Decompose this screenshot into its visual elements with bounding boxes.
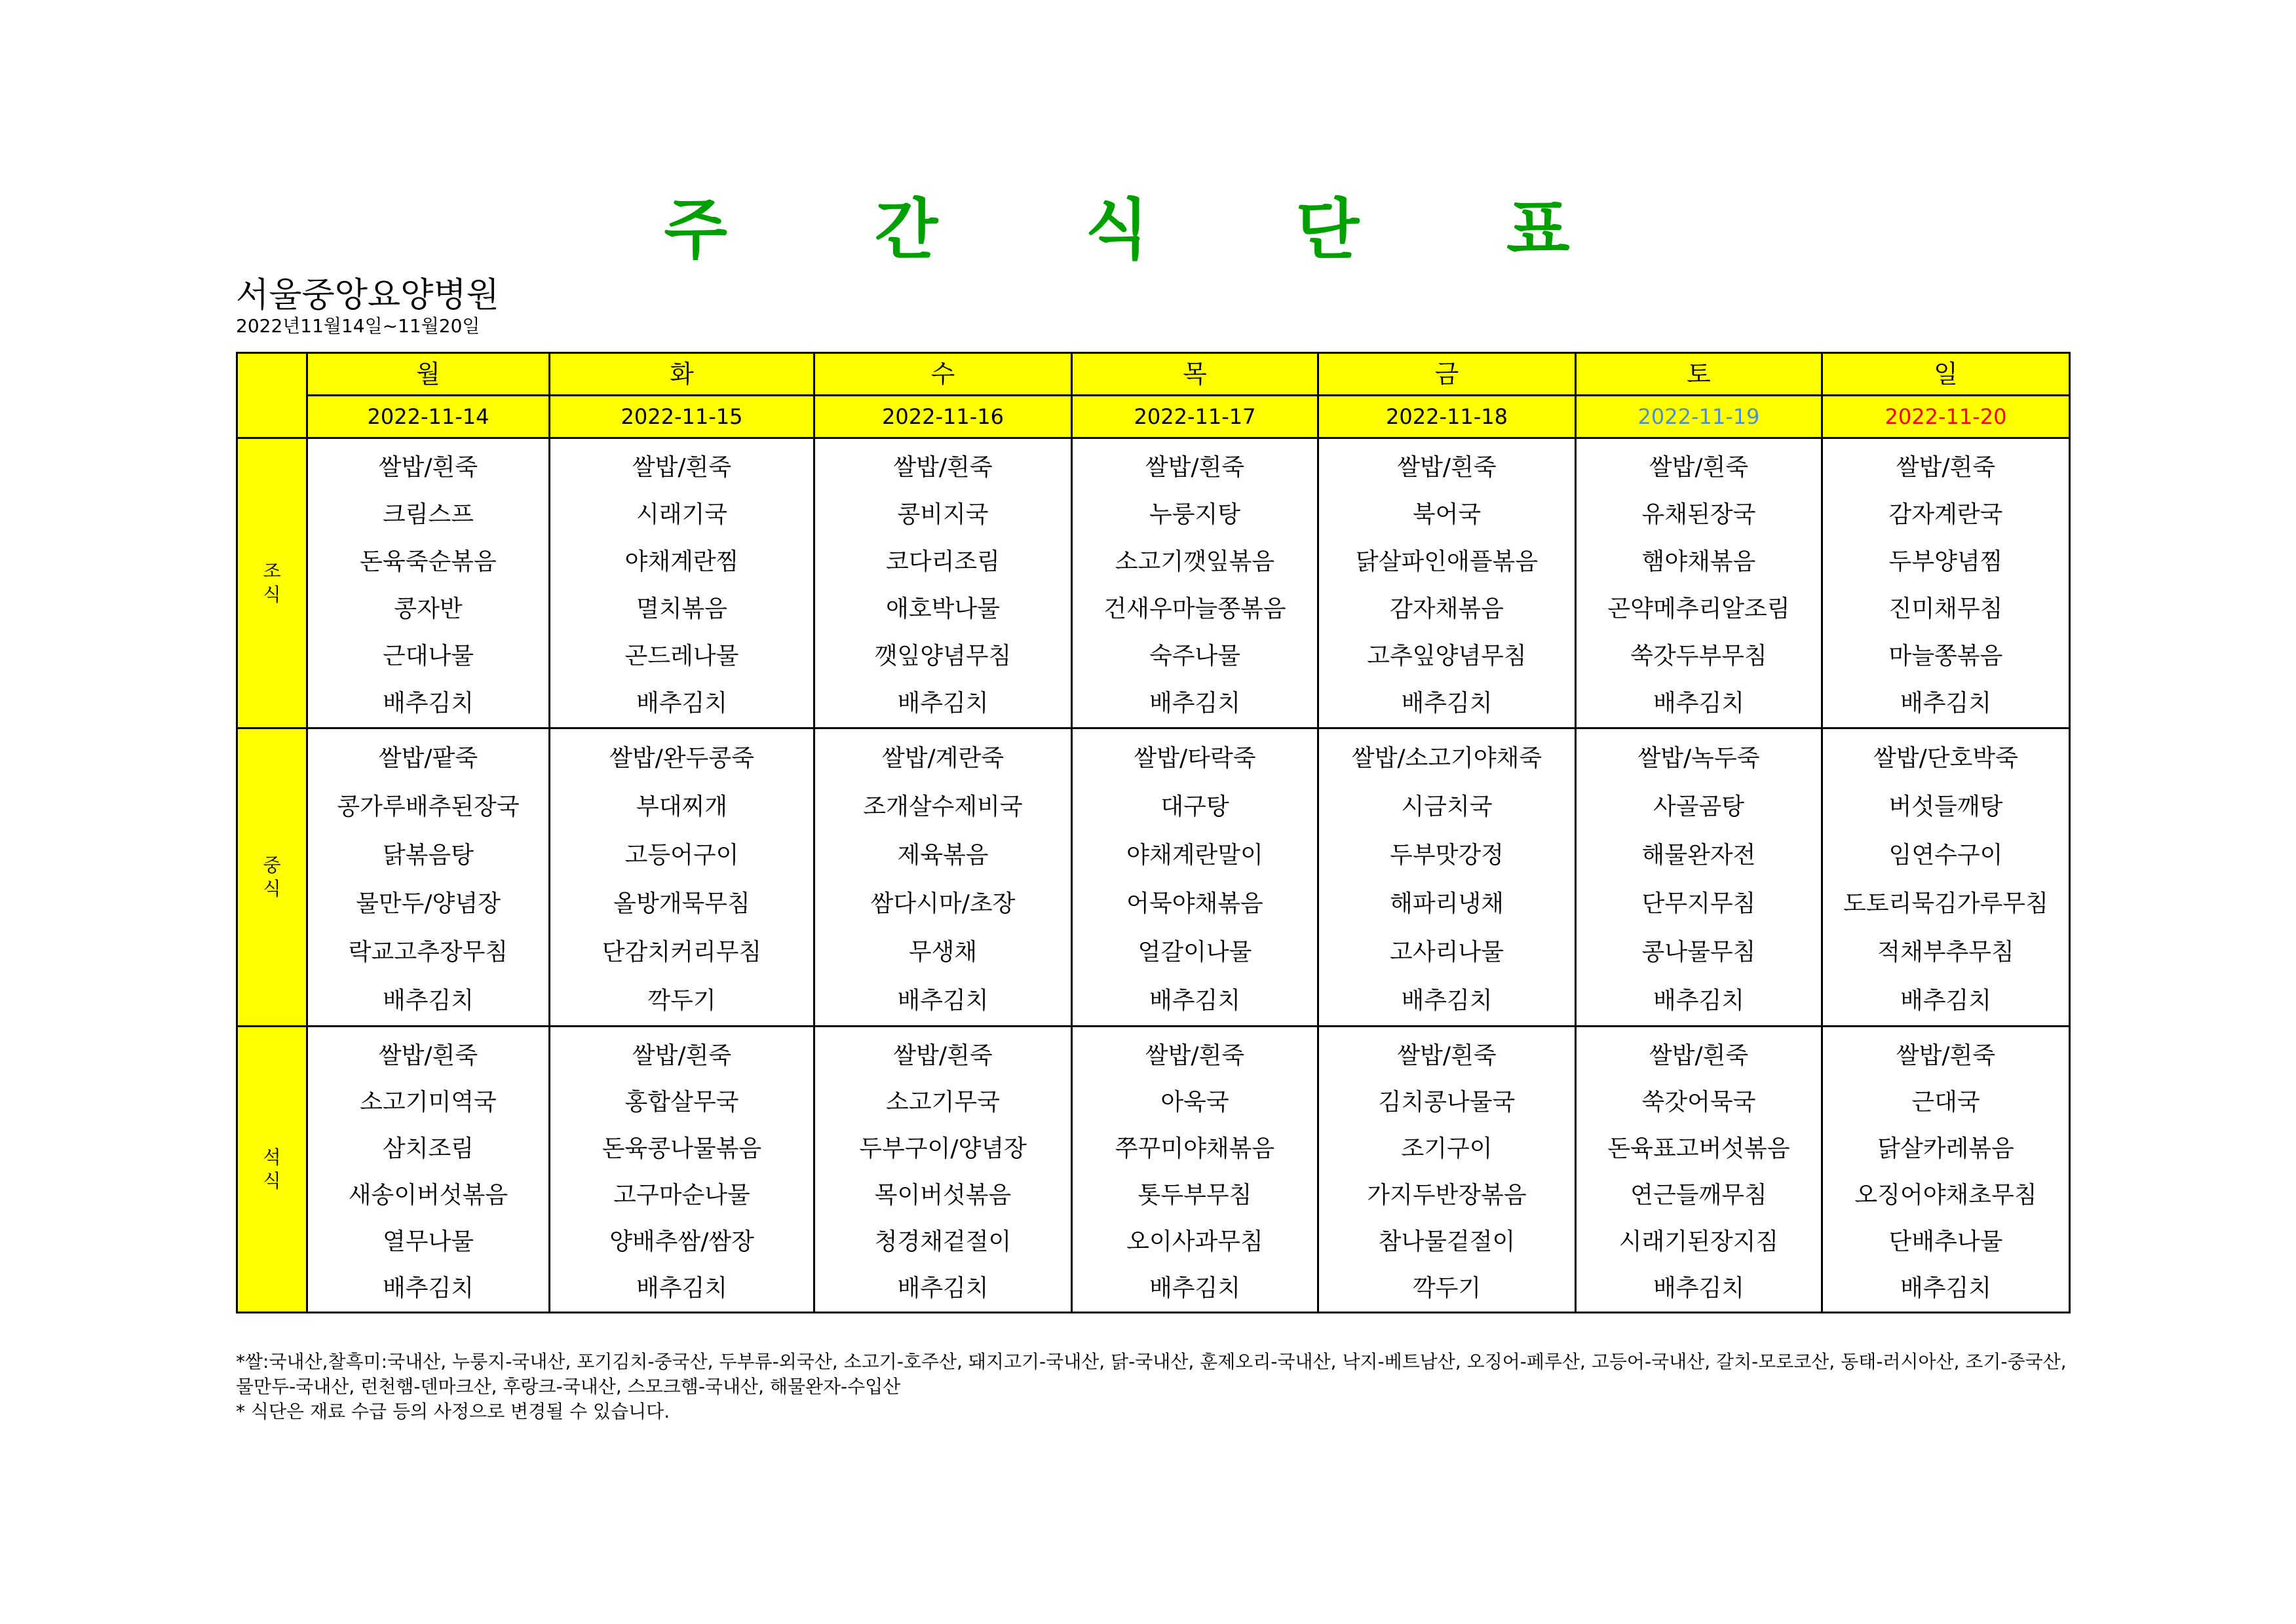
menu-item: 두부구이/양념장: [859, 1135, 1027, 1162]
date-cell: 2022-11-16: [814, 396, 1072, 438]
menu-item: 톳두부무침: [1138, 1182, 1252, 1209]
menu-item: 배추김치: [382, 987, 474, 1014]
menu-item: 쌀밥/흰죽: [1896, 454, 1996, 481]
menu-cell-dinner: [1822, 1027, 2070, 1313]
meal-row-dinner: [237, 1027, 2070, 1313]
menu-item: 배추김치: [897, 987, 989, 1014]
day-header: 토: [1576, 353, 1822, 396]
menu-cell-lunch: [814, 728, 1072, 1027]
day-header: 수: [814, 353, 1072, 396]
meal-label-breakfast: [237, 438, 307, 728]
menu-item: 닭살카레볶음: [1877, 1135, 2014, 1162]
menu-item: 돈육콩나물볶음: [602, 1135, 762, 1162]
menu-item: 깍두기: [647, 987, 716, 1014]
menu-item: 부대찌개: [636, 793, 728, 820]
menu-item: 조기구이: [1401, 1135, 1493, 1162]
menu-cell-breakfast: [550, 438, 814, 728]
menu-item: 소고기깻잎볶음: [1115, 548, 1275, 575]
menu-item: 코다리조림: [886, 548, 1000, 575]
menu-item: 삼치조림: [382, 1135, 474, 1162]
menu-cell-lunch: [1822, 728, 2070, 1027]
meal-row-lunch: [237, 728, 2070, 1027]
menu-item: 어묵야채볶음: [1126, 890, 1263, 917]
menu-item: 멸치볶음: [636, 595, 728, 622]
menu-item: 쌀밥/흰죽: [1145, 1042, 1245, 1069]
menu-item: 아욱국: [1160, 1089, 1229, 1116]
corner-cell: [237, 353, 307, 438]
menu-item: 두부양념찜: [1888, 548, 2003, 575]
menu-item: 콩비지국: [897, 501, 989, 528]
menu-item: 유채된장국: [1641, 501, 1756, 528]
menu-item: 감자채볶음: [1390, 595, 1504, 622]
menu-item: 쌀밥/흰죽: [1896, 1042, 1996, 1069]
menu-item: 건새우마늘쫑볶음: [1103, 595, 1286, 622]
meal-row-breakfast: [237, 438, 2070, 728]
menu-item: 감자계란국: [1888, 501, 2003, 528]
menu-item: 단감치커리무침: [602, 939, 762, 966]
menu-item: 버섯들깨탕: [1888, 793, 2003, 820]
date-cell: 2022-11-17: [1072, 396, 1318, 438]
menu-item: 쌀밥/녹두죽: [1637, 745, 1760, 772]
menu-item: 누룽지탕: [1149, 501, 1241, 528]
menu-item: 쭈꾸미야채볶음: [1115, 1135, 1275, 1162]
menu-item: 단배추나물: [1888, 1228, 2003, 1255]
menu-item: 근대국: [1911, 1089, 1980, 1116]
menu-cell-breakfast: [1822, 438, 2070, 728]
day-header: 일: [1822, 353, 2070, 396]
menu-cell-breakfast: [1318, 438, 1576, 728]
menu-item: 청경채겉절이: [874, 1228, 1012, 1255]
date-cell: 2022-11-18: [1318, 396, 1576, 438]
meal-label-char: 조: [263, 560, 281, 582]
date-cell-saturday: 2022-11-19: [1576, 396, 1822, 438]
menu-item: 쌀밥/흰죽: [1649, 1042, 1749, 1069]
day-header-row: [237, 353, 2070, 396]
meal-label-char: 식: [263, 878, 281, 899]
menu-item: 배추김치: [1900, 1275, 1992, 1302]
menu-item: 쌀밥/흰죽: [1145, 454, 1245, 481]
menu-item: 곤드레나물: [624, 643, 739, 670]
menu-item: 마늘쫑볶음: [1888, 643, 2003, 670]
menu-item: 숙주나물: [1149, 643, 1241, 670]
menu-item: 배추김치: [382, 1275, 474, 1302]
menu-cell-lunch: [1072, 728, 1318, 1027]
menu-item: 배추김치: [1653, 1275, 1745, 1302]
date-row: [237, 396, 2070, 438]
hospital-name: 서울중앙요양병원: [236, 276, 499, 315]
day-header: 목: [1072, 353, 1318, 396]
menu-cell-lunch: [550, 728, 814, 1027]
menu-item: 조개살수제비국: [863, 793, 1023, 820]
menu-cell-lunch: [1576, 728, 1822, 1027]
menu-item: 가지두반장볶음: [1367, 1182, 1527, 1209]
menu-item: 쌀밥/완두콩죽: [609, 745, 754, 772]
menu-item: 고구마순나물: [613, 1182, 750, 1209]
menu-item: 고등어구이: [624, 842, 739, 869]
menu-item: 배추김치: [1401, 690, 1493, 717]
menu-item: 닭살파인애플볶음: [1355, 548, 1539, 575]
menu-item: 쌀밥/계란죽: [881, 745, 1004, 772]
menu-cell-dinner: [1318, 1027, 1576, 1313]
page-title: 주 간 식 단 표: [664, 191, 1632, 268]
menu-cell-dinner: [814, 1027, 1072, 1313]
menu-item: 사골곰탕: [1653, 793, 1745, 820]
menu-item: 임연수구이: [1888, 842, 2003, 869]
menu-item: 소고기미역국: [360, 1089, 497, 1116]
menu-item: 쌀밥/흰죽: [1649, 454, 1749, 481]
menu-item: 깍두기: [1412, 1275, 1482, 1302]
menu-item: 배추김치: [1653, 987, 1745, 1014]
origin-note: *쌀:국내산,찰흑미:국내산, 누룽지-국내산, 포기김치-중국산, 두부류-외국산, 소고기-호주산, 돼지고기-국내산, 닭-국내산, 훈제오리-국내산, 낙지-베트남산, 오징어-페루산, 고등어-국내산, 갈치-모로코산, 동태-러시아산, 조기-중국산, 물만두-국내산, 런천햄-덴마크산, 후랑크-국내산, 스모크햄-국내산, 해물완자-수입산: [236, 1351, 2067, 1397]
menu-item: 콩나물무침: [1641, 939, 1756, 966]
menu-item: 적채부추무침: [1877, 939, 2014, 966]
menu-item: 크림스프: [382, 501, 474, 528]
menu-cell-lunch: [307, 728, 550, 1027]
meal-label-lunch: [237, 728, 307, 1027]
menu-item: 쌀밥/흰죽: [378, 454, 478, 481]
menu-item: 홍합살무국: [624, 1089, 739, 1116]
menu-item: 배추김치: [636, 690, 728, 717]
menu-item: 해물완자전: [1641, 842, 1756, 869]
menu-item: 시래기된장지짐: [1618, 1228, 1779, 1255]
menu-item: 쌀밥/흰죽: [893, 1042, 993, 1069]
menu-cell-breakfast: [1576, 438, 1822, 728]
menu-item: 배추김치: [897, 690, 989, 717]
menu-item: 오징어야채초무침: [1854, 1182, 2037, 1209]
menu-item: 새송이버섯볶음: [348, 1182, 508, 1209]
menu-item: 시래기국: [636, 501, 728, 528]
meal-label-char: 석: [263, 1146, 281, 1168]
menu-item: 두부맛강정: [1390, 842, 1504, 869]
menu-item: 쌀밥/흰죽: [1397, 454, 1497, 481]
day-header: 화: [550, 353, 814, 396]
day-header: 월: [307, 353, 550, 396]
menu-item: 곤약메추리알조림: [1607, 595, 1790, 622]
menu-item: 쌀밥/소고기야채죽: [1351, 745, 1542, 772]
menu-item: 햄야채볶음: [1641, 548, 1756, 575]
menu-item: 제육볶음: [897, 842, 989, 869]
menu-item: 배추김치: [636, 1275, 728, 1302]
menu-item: 단무지무침: [1641, 890, 1756, 917]
menu-item: 배추김치: [1900, 690, 1992, 717]
menu-cell-dinner: [1072, 1027, 1318, 1313]
menu-cell-breakfast: [1072, 438, 1318, 728]
meal-label-char: 식: [263, 584, 281, 605]
menu-item: 닭볶음탕: [382, 842, 474, 869]
menu-cell-dinner: [1576, 1027, 1822, 1313]
menu-item: 쌀밥/흰죽: [893, 454, 993, 481]
menu-item: 양배추쌈/쌈장: [609, 1228, 754, 1255]
meal-label-char: 중: [263, 854, 281, 876]
menu-item: 락교고추장무침: [348, 939, 508, 966]
menu-item: 얼갈이나물: [1138, 939, 1252, 966]
date-cell-sunday: 2022-11-20: [1822, 396, 2070, 438]
menu-item: 도토리묵김가루무침: [1843, 890, 2048, 917]
menu-item: 쌀밥/흰죽: [378, 1042, 478, 1069]
menu-item: 깻잎양념무침: [874, 643, 1012, 670]
menu-item: 쌀밥/흰죽: [632, 454, 732, 481]
menu-item: 배추김치: [1653, 690, 1745, 717]
menu-cell-breakfast: [307, 438, 550, 728]
menu-item: 진미채무침: [1888, 595, 2003, 622]
menu-item: 배추김치: [1149, 987, 1241, 1014]
menu-item: 돈육표고버섯볶음: [1607, 1135, 1790, 1162]
menu-item: 야채계란찜: [624, 548, 739, 575]
menu-cell-lunch: [1318, 728, 1576, 1027]
menu-item: 북어국: [1412, 501, 1482, 528]
weekly-menu-table: [236, 352, 2071, 1313]
menu-item: 무생채: [908, 939, 978, 966]
menu-item: 소고기무국: [886, 1089, 1000, 1116]
menu-item: 쌀밥/팥죽: [378, 745, 478, 772]
menu-item: 해파리냉채: [1390, 890, 1504, 917]
menu-item: 쑥갓두부무침: [1630, 643, 1767, 670]
menu-item: 쌈다시마/초장: [870, 890, 1016, 917]
menu-item: 배추김치: [1149, 1275, 1241, 1302]
menu-item: 배추김치: [1401, 987, 1493, 1014]
menu-item: 쑥갓어묵국: [1641, 1089, 1756, 1116]
date-cell: 2022-11-15: [550, 396, 814, 438]
menu-item: 올방개묵무침: [613, 890, 750, 917]
menu-item: 연근들깨무침: [1630, 1182, 1767, 1209]
meal-label-dinner: [237, 1027, 307, 1313]
menu-item: 참나물겉절이: [1378, 1228, 1516, 1255]
date-cell: 2022-11-14: [307, 396, 550, 438]
menu-item: 쌀밥/흰죽: [632, 1042, 732, 1069]
menu-item: 배추김치: [897, 1275, 989, 1302]
change-note: * 식단은 재료 수급 등의 사정으로 변경될 수 있습니다.: [236, 1401, 670, 1422]
menu-item: 오이사과무침: [1126, 1228, 1263, 1255]
menu-item: 애호박나물: [886, 595, 1000, 622]
menu-item: 고추잎양념무침: [1367, 643, 1527, 670]
menu-item: 쌀밥/타락죽: [1134, 745, 1256, 772]
menu-item: 야채계란말이: [1126, 842, 1263, 869]
menu-item: 콩가루배추된장국: [337, 793, 520, 820]
menu-item: 쌀밥/흰죽: [1397, 1042, 1497, 1069]
menu-cell-dinner: [550, 1027, 814, 1313]
menu-item: 배추김치: [382, 690, 474, 717]
menu-item: 물만두/양념장: [356, 890, 501, 917]
menu-item: 돈육죽순볶음: [360, 548, 497, 575]
meal-label-char: 식: [263, 1170, 281, 1192]
menu-item: 김치콩나물국: [1378, 1089, 1516, 1116]
menu-item: 시금치국: [1401, 793, 1493, 820]
menu-item: 배추김치: [1900, 987, 1992, 1014]
menu-period: 2022년11월14일~11월20일: [236, 315, 480, 337]
menu-cell-dinner: [307, 1027, 550, 1313]
menu-item: 쌀밥/단호박죽: [1873, 745, 2018, 772]
menu-item: 근대나물: [382, 643, 474, 670]
menu-item: 열무나물: [382, 1228, 474, 1255]
menu-item: 배추김치: [1149, 690, 1241, 717]
menu-item: 목이버섯볶음: [874, 1182, 1012, 1209]
menu-cell-breakfast: [814, 438, 1072, 728]
menu-item: 고사리나물: [1390, 939, 1504, 966]
menu-item: 대구탕: [1160, 793, 1229, 820]
day-header: 금: [1318, 353, 1576, 396]
footnotes: [236, 1350, 2071, 1424]
menu-item: 콩자반: [394, 595, 463, 622]
